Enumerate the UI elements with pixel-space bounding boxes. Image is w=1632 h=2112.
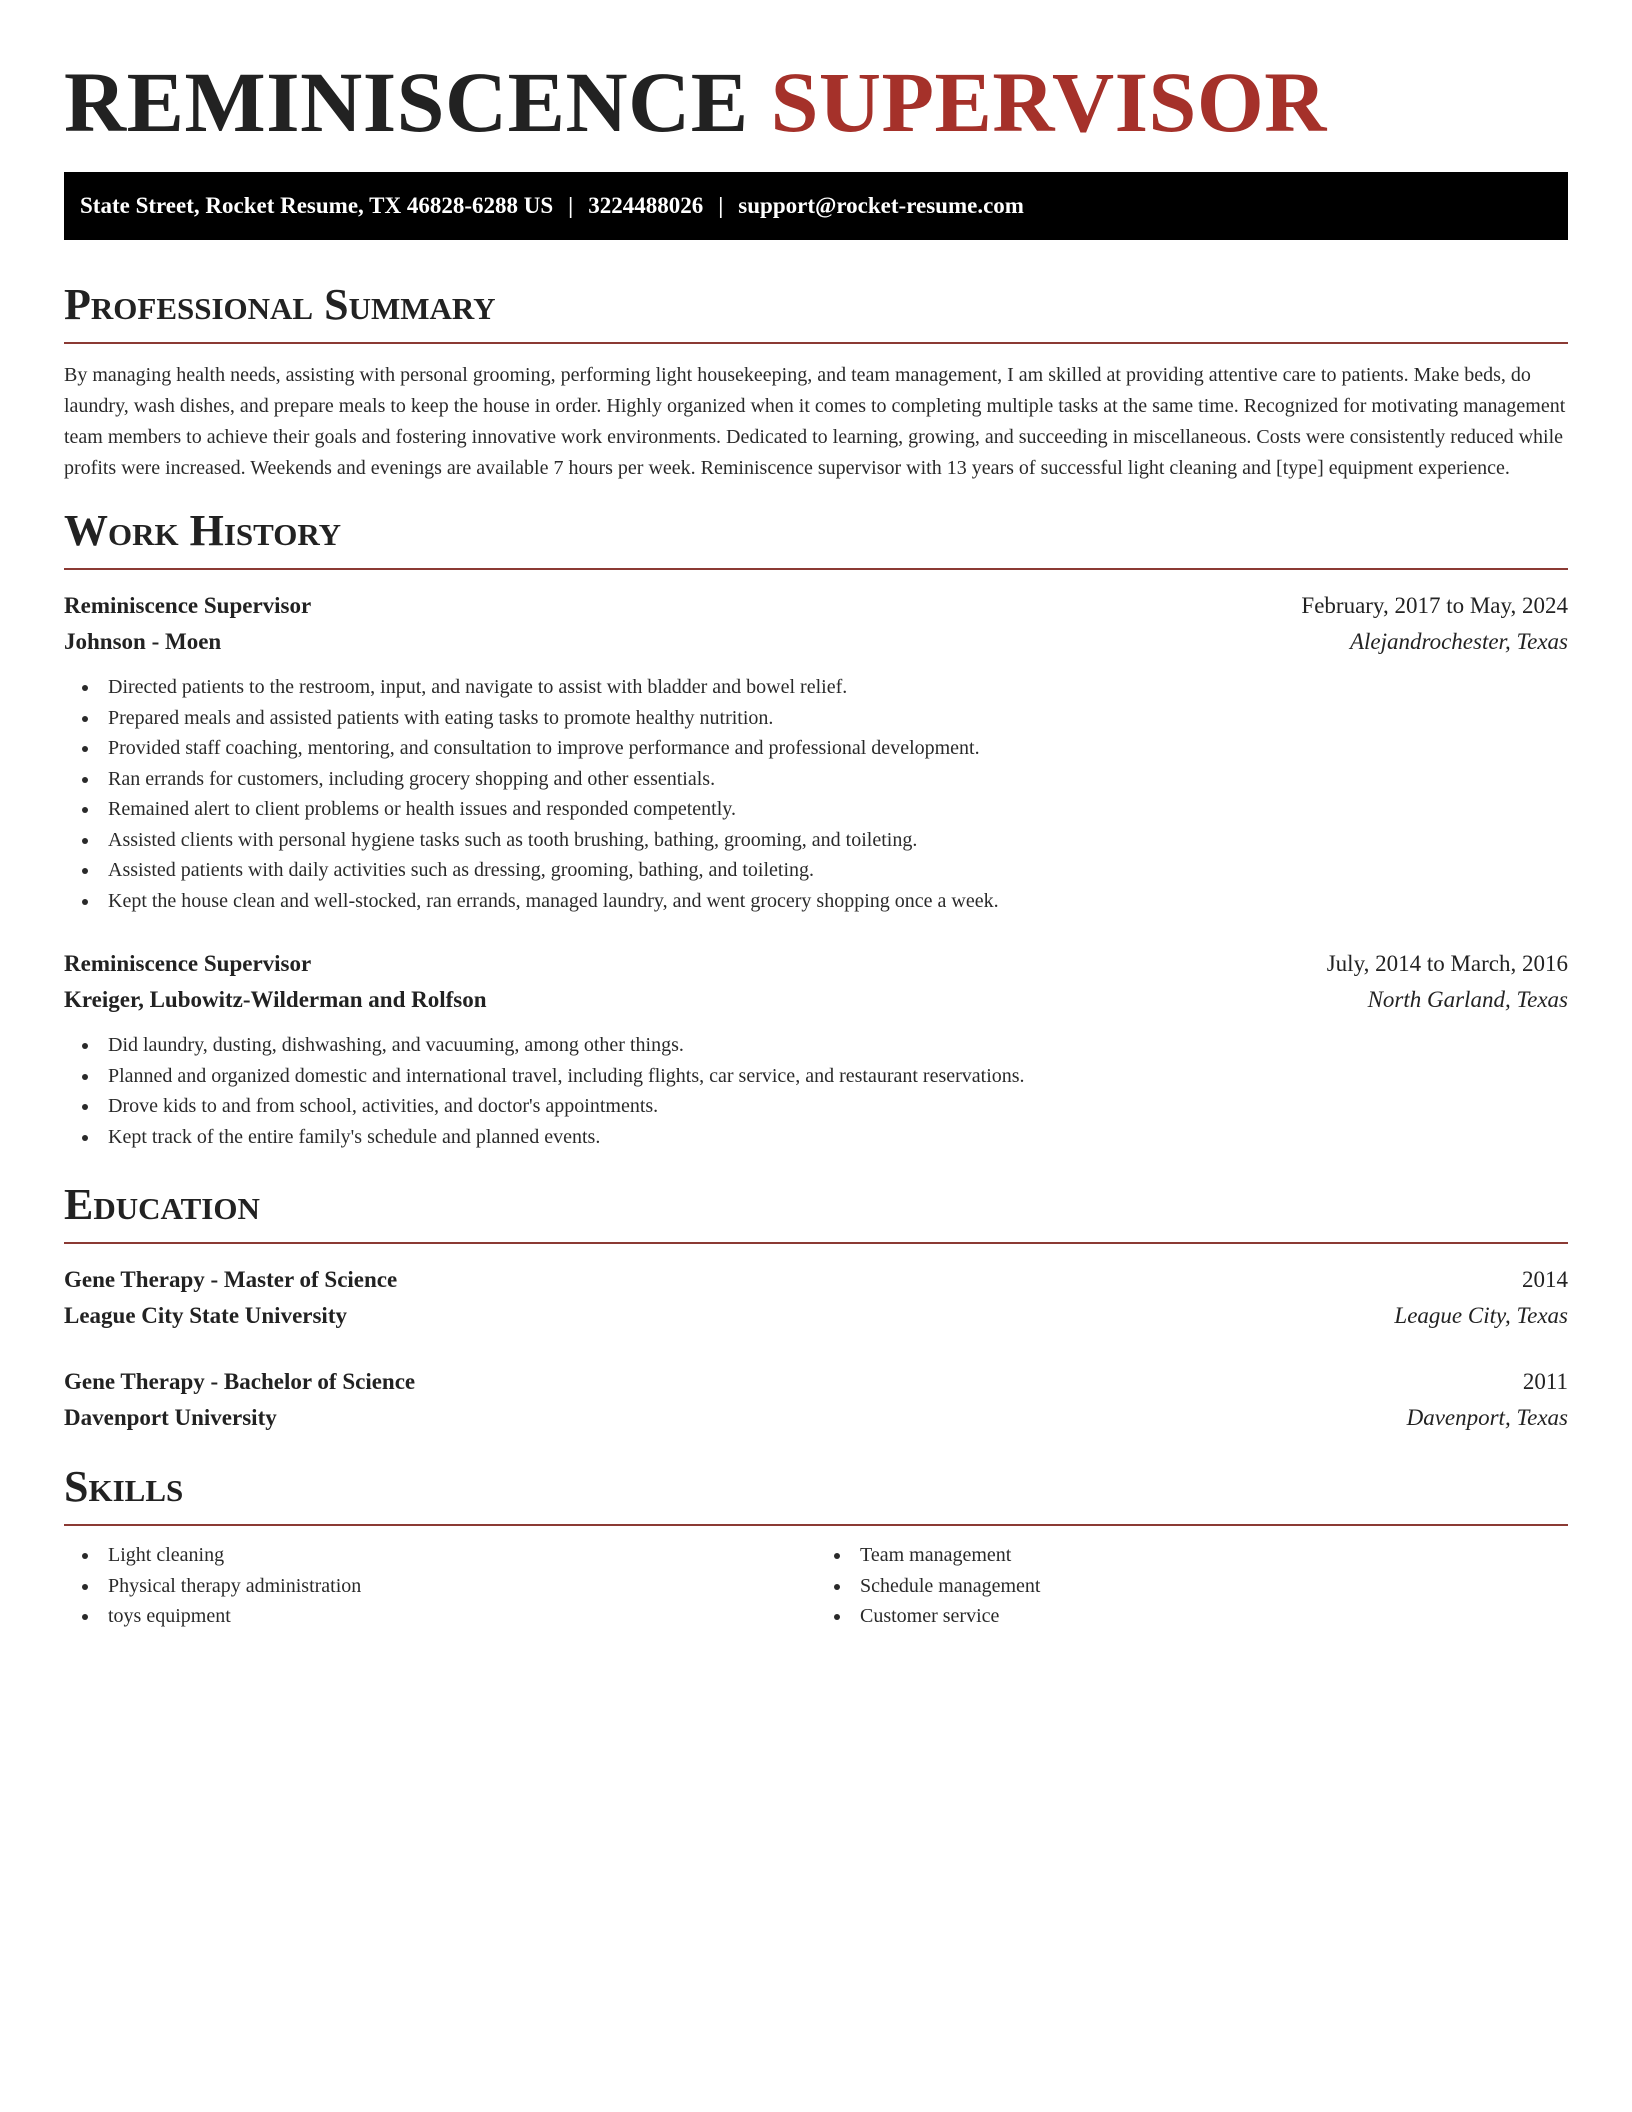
job-company: Kreiger, Lubowitz-Wilderman and Rolfson (64, 987, 487, 1012)
contact-address: State Street, Rocket Resume, TX 46828-6288 US (80, 193, 554, 218)
education-school-row (64, 1298, 1568, 1334)
contact-separator: | (568, 193, 574, 218)
job-bullet: Planned and organized domestic and international travel, including flights, car service, and restaurant reservations. (64, 1061, 1568, 1092)
education-year: 2011 (1522, 1369, 1568, 1394)
contact-separator: | (718, 193, 724, 218)
education-school-row (64, 1400, 1568, 1436)
skill-item: Schedule management (816, 1571, 1568, 1602)
education-location: League City, Texas (1394, 1303, 1568, 1328)
education-degree-row (64, 1364, 1568, 1400)
job-role: Reminiscence Supervisor (64, 951, 312, 976)
education-section (64, 1180, 1568, 1436)
job-dates: July, 2014 to March, 2016 (1326, 951, 1568, 976)
education-degree: Gene Therapy - Master of Science (64, 1267, 398, 1292)
contact-email: support@rocket-resume.com (738, 193, 1024, 218)
education-location: Davenport, Texas (1406, 1405, 1568, 1430)
job-company-row (64, 982, 1568, 1018)
skills-heading: Skills (64, 1462, 1568, 1526)
contact-bar (64, 172, 1568, 240)
summary-heading: Professional Summary (64, 280, 1568, 344)
education-school: League City State University (64, 1303, 347, 1328)
name-last: SUPERVISOR (770, 54, 1327, 150)
skills-section (64, 1462, 1568, 1632)
job-bullet: Drove kids to and from school, activities, and doctor's appointments. (64, 1091, 1568, 1122)
job-role: Reminiscence Supervisor (64, 593, 312, 618)
job-bullet: Kept track of the entire family's schedule and planned events. (64, 1122, 1568, 1153)
job-location: Alejandrochester, Texas (1349, 629, 1568, 654)
job-location: North Garland, Texas (1367, 987, 1568, 1012)
skills-column-right (816, 1540, 1568, 1632)
skill-item: Physical therapy administration (64, 1571, 816, 1602)
job-bullet: Ran errands for customers, including grocery shopping and other essentials. (64, 764, 1568, 795)
job-entry (64, 588, 1568, 916)
job-bullet: Prepared meals and assisted patients with eating tasks to promote healthy nutrition. (64, 703, 1568, 734)
summary-text: By managing health needs, assisting with personal grooming, performing light housekeeping, and team management, I am skilled at providing attentive care to patients. Make beds, do laundry, wash dishes, and prepare meals to keep the house in order. Highly organized when it comes to completing multiple tasks at the same time. Recognized for motivating management team members to achieve their goals and fostering innovative work environments. Dedicated to learning, growing, and succeeding in miscellaneous. Costs were consistently reduced while profits were increased. Weekends and evenings are available 7 hours per week. Reminiscence supervisor with 13 years of successful light cleaning and [type] equipment experience. (64, 364, 1566, 479)
job-bullets (64, 1030, 1568, 1152)
skills-column-left (64, 1540, 816, 1632)
job-header-row (64, 946, 1568, 982)
work-history-section (64, 506, 1568, 1152)
education-entry (64, 1364, 1568, 1436)
job-bullet: Remained alert to client problems or health issues and responded competently. (64, 794, 1568, 825)
job-bullet: Kept the house clean and well-stocked, ran errands, managed laundry, and went grocery shopping once a week. (64, 886, 1568, 917)
summary-section (64, 280, 1568, 484)
name-first: REMINISCENCE (64, 54, 749, 150)
job-header-row (64, 588, 1568, 624)
job-bullet: Provided staff coaching, mentoring, and consultation to improve performance and professional development. (64, 733, 1568, 764)
candidate-name (64, 52, 1568, 152)
job-bullets (64, 672, 1568, 916)
skills-grid (64, 1540, 1568, 1632)
contact-phone: 3224488026 (588, 193, 704, 218)
education-heading: Education (64, 1180, 1568, 1244)
education-year: 2014 (1522, 1267, 1568, 1292)
education-degree-row (64, 1262, 1568, 1298)
job-bullet: Directed patients to the restroom, input, and navigate to assist with bladder and bowel relief. (64, 672, 1568, 703)
job-bullet: Assisted patients with daily activities such as dressing, grooming, bathing, and toileting. (64, 855, 1568, 886)
skill-item: toys equipment (64, 1601, 816, 1632)
skill-item: Team management (816, 1540, 1568, 1571)
skill-item: Light cleaning (64, 1540, 816, 1571)
job-dates: February, 2017 to May, 2024 (1301, 593, 1568, 618)
job-company: Johnson - Moen (64, 629, 222, 654)
job-company-row (64, 624, 1568, 660)
skill-item: Customer service (816, 1601, 1568, 1632)
work-history-heading: Work History (64, 506, 1568, 570)
education-degree: Gene Therapy - Bachelor of Science (64, 1369, 416, 1394)
job-bullet: Did laundry, dusting, dishwashing, and vacuuming, among other things. (64, 1030, 1568, 1061)
education-entry (64, 1262, 1568, 1334)
education-school: Davenport University (64, 1405, 277, 1430)
job-entry (64, 946, 1568, 1152)
job-bullet: Assisted clients with personal hygiene tasks such as tooth brushing, bathing, grooming, and toileting. (64, 825, 1568, 856)
